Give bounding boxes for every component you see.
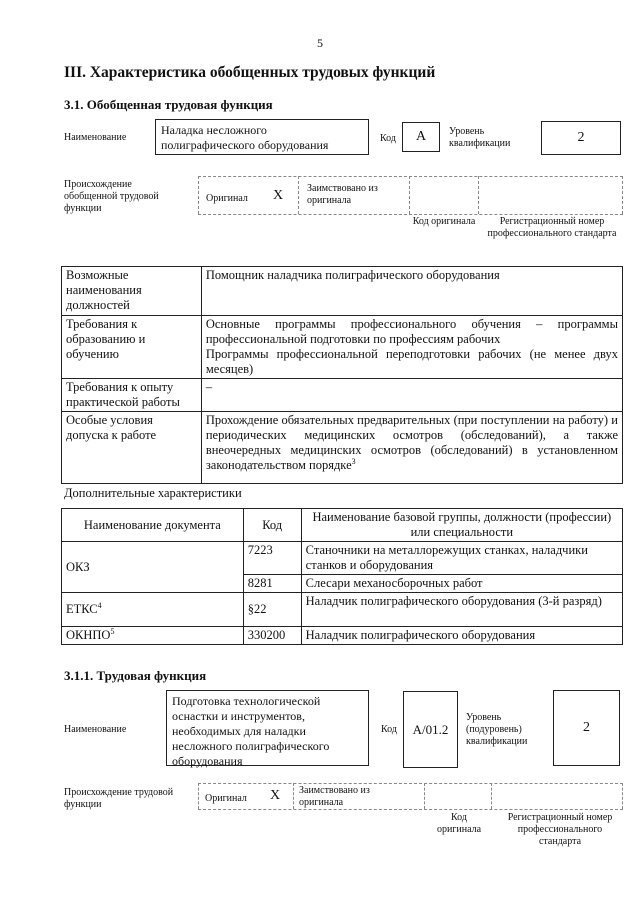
gtf-origin-label: Происхождение обобщенной трудовой функции bbox=[64, 179, 159, 214]
name-cell: Наладчик полиграфического оборудования (3-й разряд) bbox=[301, 593, 622, 627]
tf-borrowed-label: Заимствовано из оригинала bbox=[299, 785, 370, 808]
doc-oknpo-text: ОКНПО bbox=[66, 628, 111, 642]
gtf-level-label: Уровень квалификации bbox=[449, 126, 511, 149]
code-cell: §22 bbox=[243, 593, 301, 627]
info-value bbox=[201, 316, 622, 379]
info-label: Особые условия допуска к работе bbox=[62, 412, 202, 484]
doc-etks-text: ЕТКС bbox=[66, 602, 98, 616]
gtf-code-value: А bbox=[402, 122, 440, 152]
tf-code-label: Код bbox=[381, 724, 397, 735]
info-value-text: Прохождение обязательных предварительных (при поступлении на работу) и периодических медицинских осмотров (обследований), а также внеочередных медицинских осмотров (обследований) в установленном законодательством порядке bbox=[205, 413, 618, 472]
table-row bbox=[62, 542, 623, 575]
table-row bbox=[62, 593, 623, 627]
code-cell: 330200 bbox=[243, 627, 301, 645]
name-cell: Наладчик полиграфического оборудования bbox=[301, 627, 622, 645]
doc-oknpo bbox=[62, 627, 244, 645]
info-value-line: Основные программы профессионального обучения – программы профессиональной подготовки по профессиям рабочих bbox=[205, 317, 618, 346]
tf-reg-number-caption: Регистрационный номер профессионального стандарта bbox=[507, 812, 613, 847]
info-value: – bbox=[201, 379, 622, 412]
gtf-heading: 3.1. Обобщенная трудовая функция bbox=[64, 97, 273, 112]
gtf-borrowed-label: Заимствовано из оригинала bbox=[307, 183, 378, 206]
code-cell: 8281 bbox=[243, 575, 301, 593]
info-row bbox=[62, 267, 623, 316]
extra-header-code: Код bbox=[243, 509, 301, 542]
name-cell: Слесари механосборочных работ bbox=[301, 575, 622, 593]
info-label: Возможные наименования должностей bbox=[62, 267, 202, 316]
info-value bbox=[201, 412, 622, 484]
info-row bbox=[62, 412, 623, 484]
name-cell: Станочники на металлорежущих станках, наладчики станков и оборудования bbox=[301, 542, 622, 575]
tf-original-mark: X bbox=[270, 788, 281, 803]
footnote-mark: 4 bbox=[97, 600, 102, 610]
tf-origin-label: Происхождение трудовой функции bbox=[64, 787, 174, 810]
section-title: III. Характеристика обобщенных трудовых функций bbox=[64, 64, 436, 81]
footnote-mark: 3 bbox=[351, 456, 356, 466]
tf-heading: 3.1.1. Трудовая функция bbox=[64, 668, 207, 683]
extra-table bbox=[61, 508, 623, 645]
info-label: Требования к образованию и обучению bbox=[62, 316, 202, 379]
gtf-code-label: Код bbox=[380, 133, 396, 144]
extra-header-doc: Наименование документа bbox=[62, 509, 244, 542]
gtf-original-mark: X bbox=[273, 188, 284, 203]
gtf-original-label: Оригинал bbox=[206, 193, 248, 204]
gtf-level-value: 2 bbox=[541, 121, 621, 155]
info-row bbox=[62, 379, 623, 412]
extra-header-name: Наименование базовой группы, должности (профессии) или специальности bbox=[301, 509, 622, 542]
tf-code-value: A/01.2 bbox=[403, 691, 458, 768]
tf-name-label: Наименование bbox=[64, 724, 127, 735]
footnote-mark: 5 bbox=[110, 626, 115, 636]
code-cell: 7223 bbox=[243, 542, 301, 575]
info-row bbox=[62, 316, 623, 379]
tf-level-label: Уровень (подуровень) квалификации bbox=[466, 712, 528, 747]
gtf-name-label: Наименование bbox=[64, 132, 127, 143]
tf-original-label: Оригинал bbox=[205, 793, 247, 804]
table-row bbox=[62, 627, 623, 645]
doc-etks bbox=[62, 593, 244, 627]
gtf-name-value: Наладка несложного полиграфического оборудования bbox=[155, 119, 369, 155]
tf-level-value: 2 bbox=[553, 690, 620, 766]
gtf-reg-number-caption: Регистрационный номер профессионального стандарта bbox=[487, 216, 617, 239]
info-table bbox=[61, 266, 623, 484]
tf-code-original-caption: Код оригинала bbox=[436, 812, 482, 835]
info-label: Требования к опыту практической работы bbox=[62, 379, 202, 412]
extra-header-row bbox=[62, 509, 623, 542]
doc-okz: ОКЗ bbox=[62, 542, 244, 593]
page-number: 5 bbox=[317, 36, 323, 50]
info-value: Помощник наладчика полиграфического оборудования bbox=[201, 267, 622, 316]
info-value-line: Программы профессиональной переподготовки рабочих (не менее двух месяцев) bbox=[205, 347, 618, 376]
extra-title: Дополнительные характеристики bbox=[64, 486, 242, 500]
tf-name-value: Подготовка технологической оснастки и инструментов, необходимых для наладки несложного полиграфического оборудования bbox=[166, 690, 369, 766]
gtf-code-original-caption: Код оригинала bbox=[412, 216, 476, 227]
